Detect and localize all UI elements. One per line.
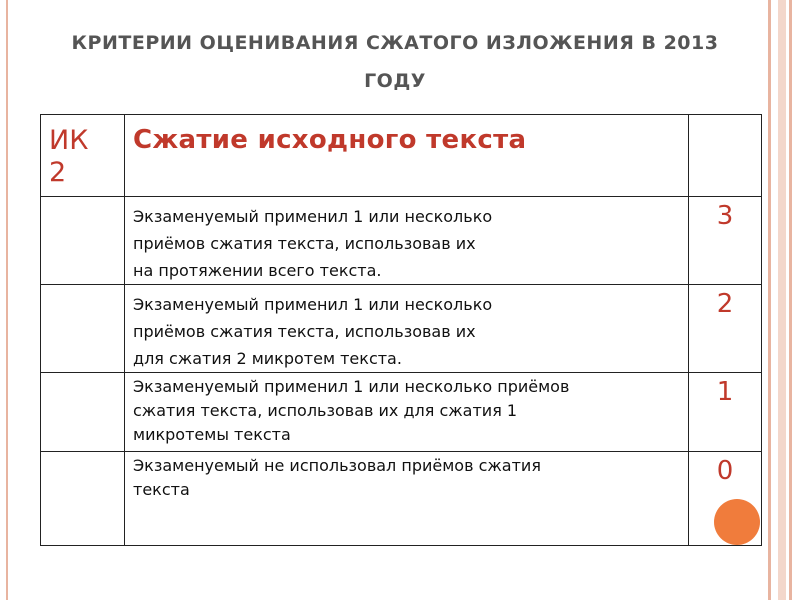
criterion-description: Экзаменуемый применил 1 или несколько приёмов сжатия текста, использовав их для сжатия 2 микротем текста. [133, 295, 493, 368]
criterion-description: Экзаменуемый не использовал приёмов сжатия текста [133, 456, 541, 499]
table-row [41, 452, 762, 546]
description-cell [125, 373, 689, 452]
decorative-orange-circle [714, 499, 760, 545]
criterion-description: Экзаменуемый применил 1 или несколько приёмов сжатия текста, использовав их на протяжении всего текста. [133, 207, 493, 280]
table-row [41, 373, 762, 452]
criterion-description: Экзаменуемый применил 1 или несколько приёмов сжатия текста, использовав их для сжатия 1 микротемы текста [133, 377, 570, 444]
score-cell [689, 373, 762, 452]
criterion-score: 0 [716, 456, 734, 486]
header-score-cell [689, 115, 762, 197]
right-frame-line-outer [789, 0, 792, 600]
table-header-row [41, 115, 762, 197]
slide-title: КРИТЕРИИ ОЦЕНИВАНИЯ СЖАТОГО ИЗЛОЖЕНИЯ В 2013 ГОДУ [71, 32, 719, 92]
table-row [41, 197, 762, 285]
empty-code-cell [41, 452, 125, 546]
score-cell [689, 197, 762, 285]
header-code-cell [41, 115, 125, 197]
criterion-score: 2 [716, 289, 734, 319]
description-cell [125, 197, 689, 285]
criterion-code: ИК 2 [49, 125, 89, 188]
criteria-table [40, 114, 762, 546]
score-cell [689, 285, 762, 373]
header-title-cell [125, 115, 689, 197]
empty-code-cell [41, 197, 125, 285]
description-cell [125, 452, 689, 546]
right-frame-band [778, 0, 786, 600]
left-frame-line [6, 0, 8, 600]
table-row [41, 285, 762, 373]
description-cell [125, 285, 689, 373]
right-frame-line [768, 0, 771, 600]
header-score [689, 115, 761, 119]
criterion-title: Сжатие исходного текста [133, 125, 527, 155]
criterion-score: 1 [716, 377, 734, 407]
empty-code-cell [41, 285, 125, 373]
criterion-score: 3 [716, 201, 734, 231]
empty-code-cell [41, 373, 125, 452]
